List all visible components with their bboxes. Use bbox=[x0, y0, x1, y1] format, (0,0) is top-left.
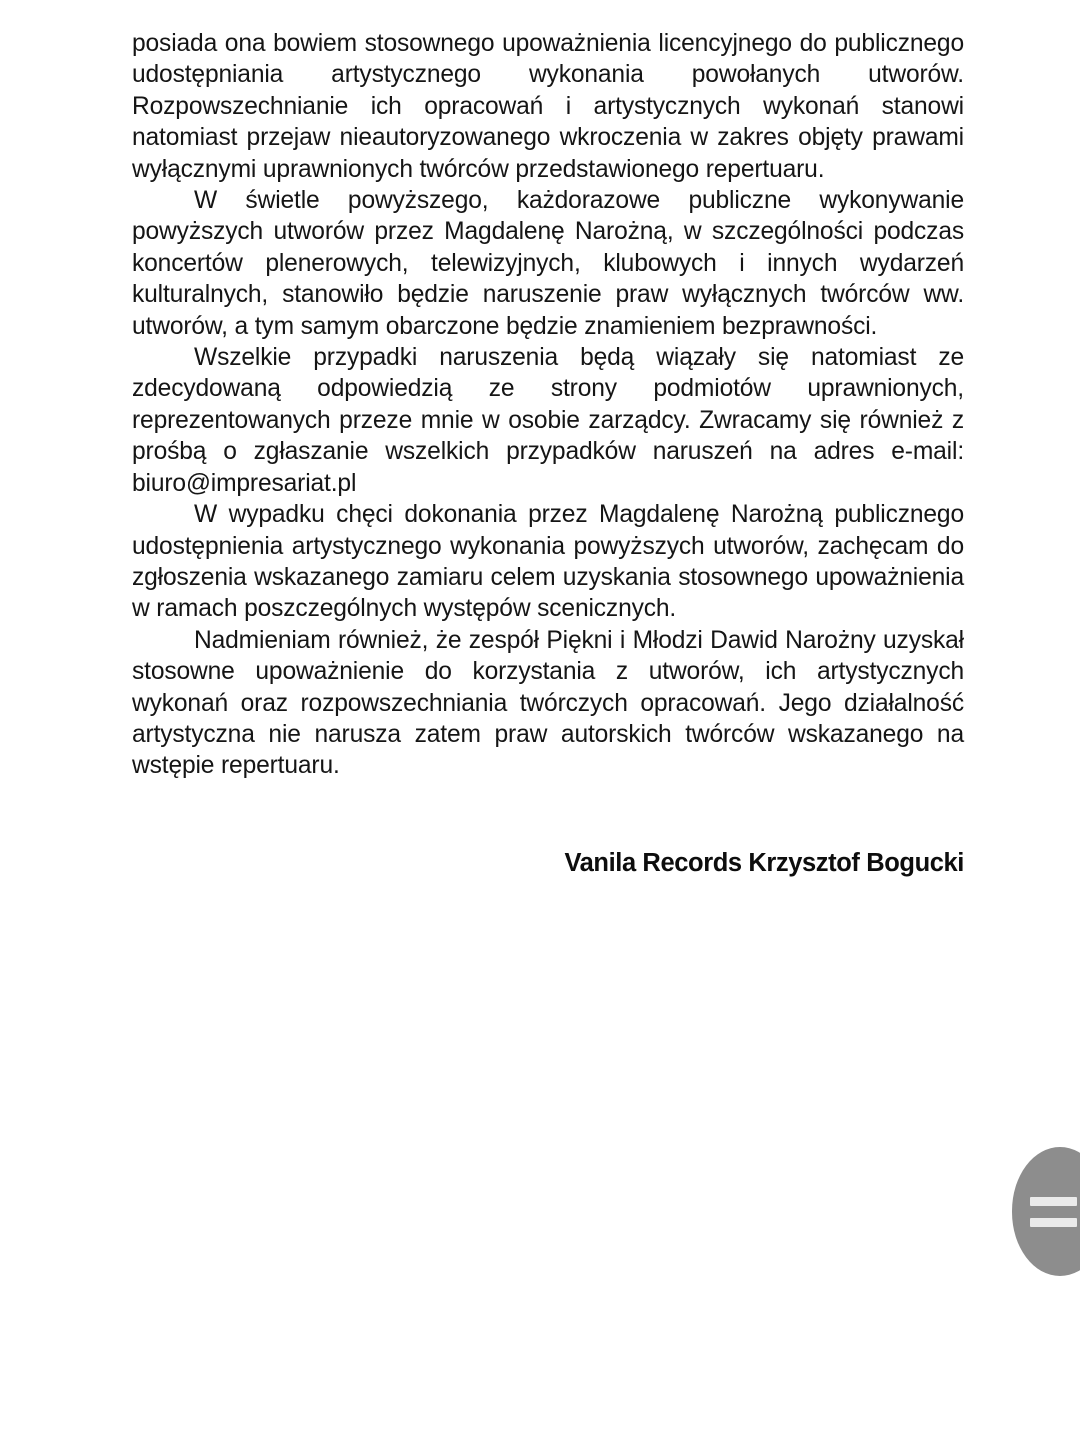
equals-menu-icon-bar-top bbox=[1030, 1197, 1077, 1206]
paragraph-5: Nadmieniam również, że zespół Piękni i Młodzi Dawid Narożny uzyskał stosowne upoważnienie do korzystania z utworów, ich artystycznych wykonań oraz rozpowszechniania twórczych opracowań. Jego działalność artystyczna nie narusza zatem praw autorskich twórców wskazanego na wstępie repertuaru. bbox=[132, 626, 964, 780]
equals-menu-icon-bar-bottom bbox=[1030, 1218, 1077, 1227]
floating-menu-button[interactable] bbox=[1012, 1147, 1080, 1276]
paragraph-4: W wypadku chęci dokonania przez Magdalenę Narożną publicznego udostępnienia artystycznego wykonania powyższych utworów, zachęcam do zgłoszenia wskazanego zamiaru celem uzyskania stosownego upoważnienia w ramach poszczególnych występów scenicznych. bbox=[132, 501, 964, 623]
paragraph-2: W świetle powyższego, każdorazowe publiczne wykonywanie powyższych utworów przez Magdalenę Narożną, w szczególności podczas koncertów plenerowych, telewizyjnych, klubowych i innych wydarzeń kulturalnych, stanowiło będzie naruszenie praw wyłącznych twórców ww. utworów, a tym samym obarczone będzie znamieniem bezprawności. bbox=[132, 187, 964, 340]
document-text-body bbox=[132, 28, 964, 782]
signature-text: Vanila Records Krzysztof Bogucki bbox=[564, 849, 964, 877]
signature-block bbox=[132, 848, 964, 878]
paragraph-3: Wszelkie przypadki naruszenia będą wiązały się natomiast ze zdecydowaną odpowiedzią ze strony podmiotów uprawnionych, reprezentowanych przeze mnie w osobie zarządcy. Zwracamy się również z prośbą o zgłaszanie wszelkich przypadków naruszeń na adres e-mail: biuro@impresariat.pl bbox=[132, 344, 964, 497]
paragraph-1: posiada ona bowiem stosownego upoważnienia licencyjnego do publicznego udostępniania artystycznego wykonania powołanych utworów. Rozpowszechnianie ich opracowań i artystycznych wykonań stanowi natomiast przejaw nieautoryzowanego wkroczenia w zakres objęty prawami wyłącznymi uprawnionych twórców przedstawionego repertuaru. bbox=[132, 30, 964, 183]
